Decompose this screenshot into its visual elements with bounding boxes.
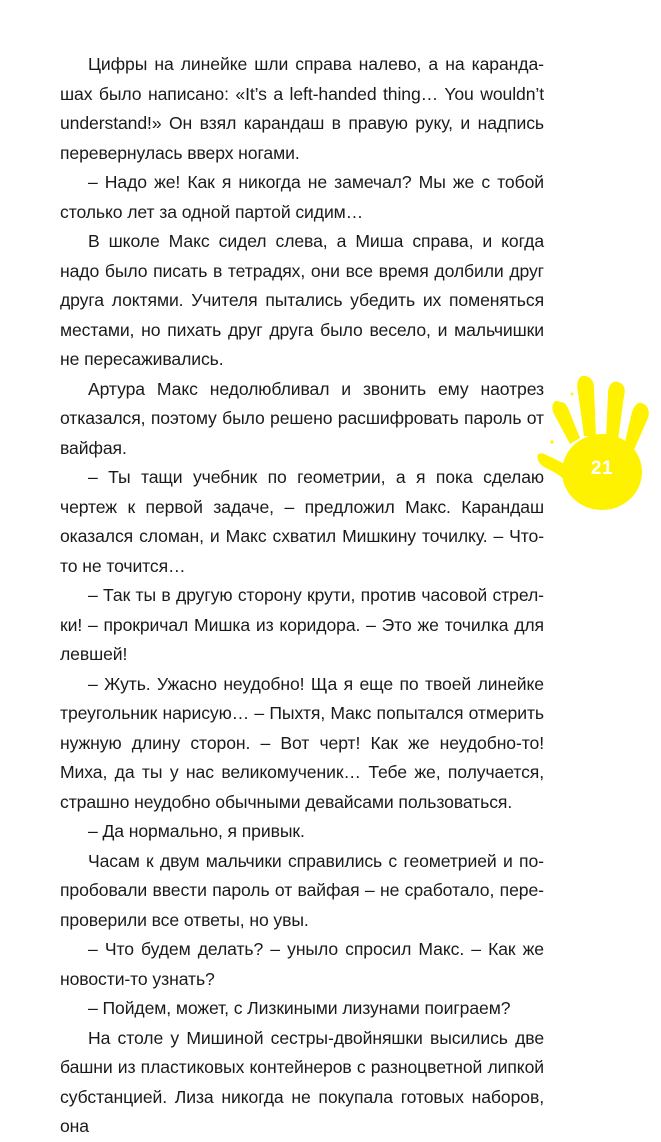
paragraph-6: – Так ты в другую сторону крути, против часовой стрелки! – прокричал Мишка из коридора. – Это же точилка для левшей!	[60, 585, 544, 664]
paragraph-10: – Что будем делать? – уныло спросил Макс. – Как же новости-то узнать?	[60, 939, 544, 989]
paragraph-7: – Жуть. Ужасно неудобно! Ща я еще по твоей линейке треугольник нарисую… – Пыхтя, Макс попытался отмерить нужную длину сторон. – Вот черт! Как же неудобно-то! Миха, да ты у нас великомученик… Тебе же, получается, страшно неудобно обычными девайсами пользоваться.	[60, 673, 544, 812]
page-body-text	[60, 50, 544, 1142]
paragraph-2: – Надо же! Как я никогда не замечал? Мы же с тобой столько лет за одной партой сидим…	[60, 172, 544, 222]
paragraph-9: Часам к двум мальчики справились с геометрией и попробовали ввести пароль от вайфая – не сработало, перепроверили все ответы, но увы.	[60, 850, 544, 930]
paragraph-5: – Ты тащи учебник по геометрии, а я пока сделаю чертеж к первой задаче, – предложил Макс. Карандаш оказался сломан, и Макс схватил Мишкину точилку. – Что-то не точится…	[60, 467, 544, 576]
paragraph-8: – Да нормально, я привык.	[88, 821, 305, 841]
paragraph-4: Артура Макс недолюбливал и звонить ему наотрез отказался, поэтому было решено расшифровать пароль от вайфая.	[60, 378, 544, 458]
page-number: 21	[590, 458, 614, 479]
yellow-handprint-icon	[532, 372, 654, 520]
paragraph-12: На столе у Мишиной сестры-двойняшки высились две башни из пластиковых контейнеров с разноцветной липкой субстанцией. Лиза никогда не покупала готовых наборов, она	[60, 1027, 544, 1136]
paragraph-11: – Пойдем, может, с Лизкиными лизунами поиграем?	[88, 998, 511, 1018]
paragraph-1: Цифры на линейке шли справа налево, а на карандашах было написано: «It’s a left-handed thing… You wouldn’t understand!» Он взял карандаш в правую руку, и надпись перевернулась вверх ногами.	[60, 54, 544, 163]
paragraph-3: В школе Макс сидел слева, а Миша справа, и когда надо было писать в тетрадях, они все время долбили друг друга локтями. Учителя пытались убедить их поменяться местами, но пихать друг друга было весело, и мальчишки не пересаживались.	[60, 231, 544, 369]
